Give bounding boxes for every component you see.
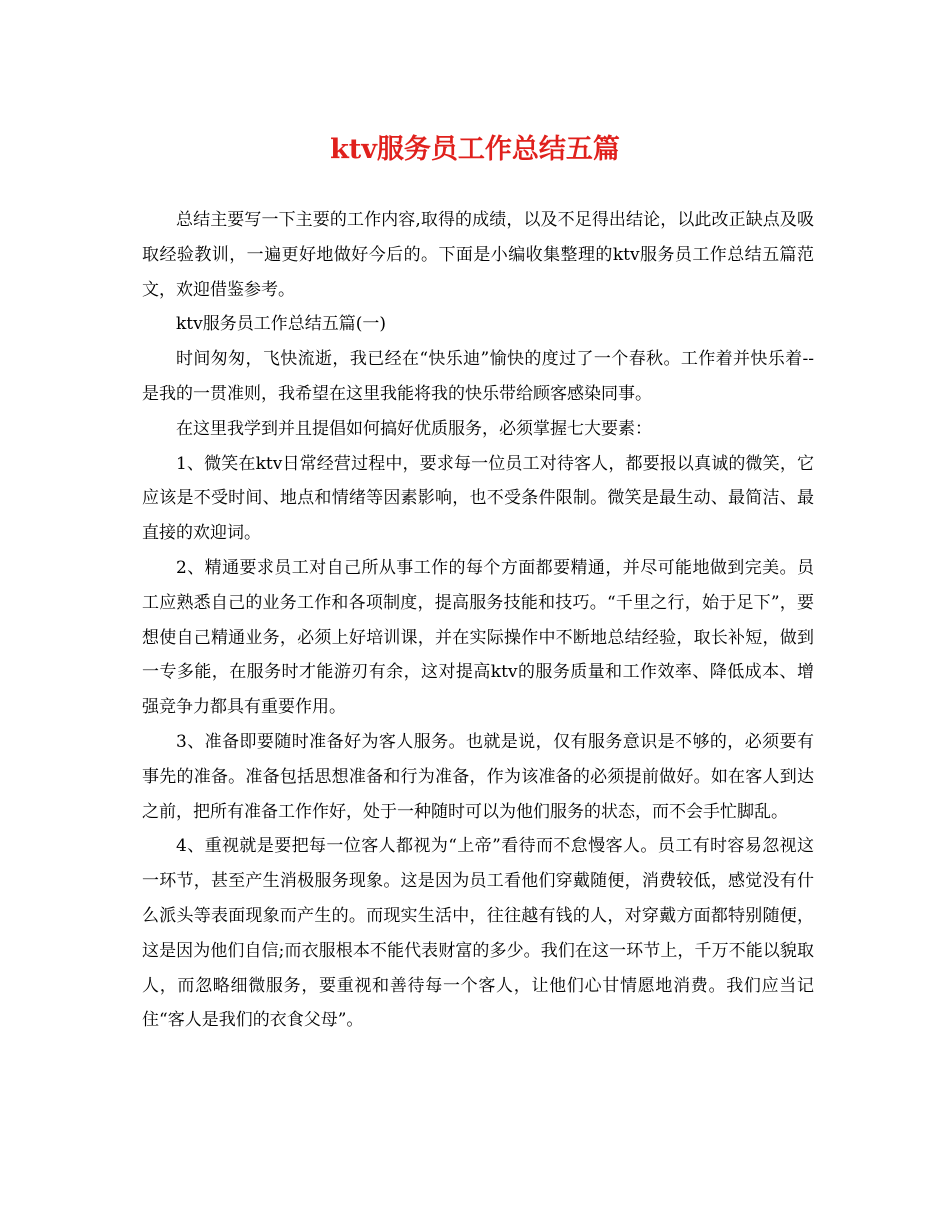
list-item-proficiency: 2、精通要求员工对自己所从事工作的每个方面都要精通，并尽可能地做到完美。员工应熟悉自己的业务工作和各项制度，提高服务技能和技巧。“千里之行，始于足下”，要想使自己精通业务，必须上好培训课，并在实际操作中不断地总结经验，取长补短，做到一专多能，在服务时才能游刃有余，这对提高ktv的服务质量和工作效率、降低成本、增强竞争力都具有重要作用。 bbox=[142, 557, 814, 718]
document-title: ktv服务员工作总结五篇 bbox=[330, 134, 620, 165]
body-paragraph: 时间匆匆，飞快流逝，我已经在“快乐迪”愉快的度过了一个春秋。工作着并快乐着--是我的一贯准则，我希望在这里我能将我的快乐带给顾客感染同事。 bbox=[142, 349, 814, 404]
intro-paragraph: 总结主要写一下主要的工作内容,取得的成绩，以及不足得出结论，以此改正缺点及吸取经验教训，一遍更好地做好今后的。下面是小编收集整理的ktv服务员工作总结五篇范文，欢迎借鉴参考。 bbox=[142, 210, 814, 300]
list-item-preparation: 3、准备即要随时准备好为客人服务。也就是说，仅有服务意识是不够的，必须要有事先的准备。准备包括思想准备和行为准备，作为该准备的必须提前做好。如在客人到达之前，把所有准备工作作好，处于一种随时可以为他们服务的状态，而不会手忙脚乱。 bbox=[142, 731, 814, 822]
body-paragraph: 在这里我学到并且提倡如何搞好优质服务，必须掌握七大要素： bbox=[176, 418, 652, 439]
document-body bbox=[142, 203, 814, 1038]
list-item-attention: 4、重视就是要把每一位客人都视为“上帝”看待而不怠慢客人。员工有时容易忽视这一环节，甚至产生消极服务现象。这是因为员工看他们穿戴随便，消费较低，感觉没有什么派头等表面现象而产生的。而现实生活中，往往越有钱的人，对穿戴方面都特别随便，这是因为他们自信;而衣服根本不能代表财富的多少。我们在这一环节上，千万不能以貌取人，而忽略细微服务，要重视和善待每一个客人，让他们心甘情愿地消费。我们应当记住“客人是我们的衣食父母”。 bbox=[142, 836, 814, 1031]
section-heading: ktv服务员工作总结五篇(一) bbox=[176, 314, 387, 335]
list-item-smile: 1、微笑在ktv日常经营过程中，要求每一位员工对待客人，都要报以真诚的微笑，它应该是不受时间、地点和情绪等因素影响，也不受条件限制。微笑是最生动、最简洁、最直接的欢迎词。 bbox=[142, 453, 814, 544]
